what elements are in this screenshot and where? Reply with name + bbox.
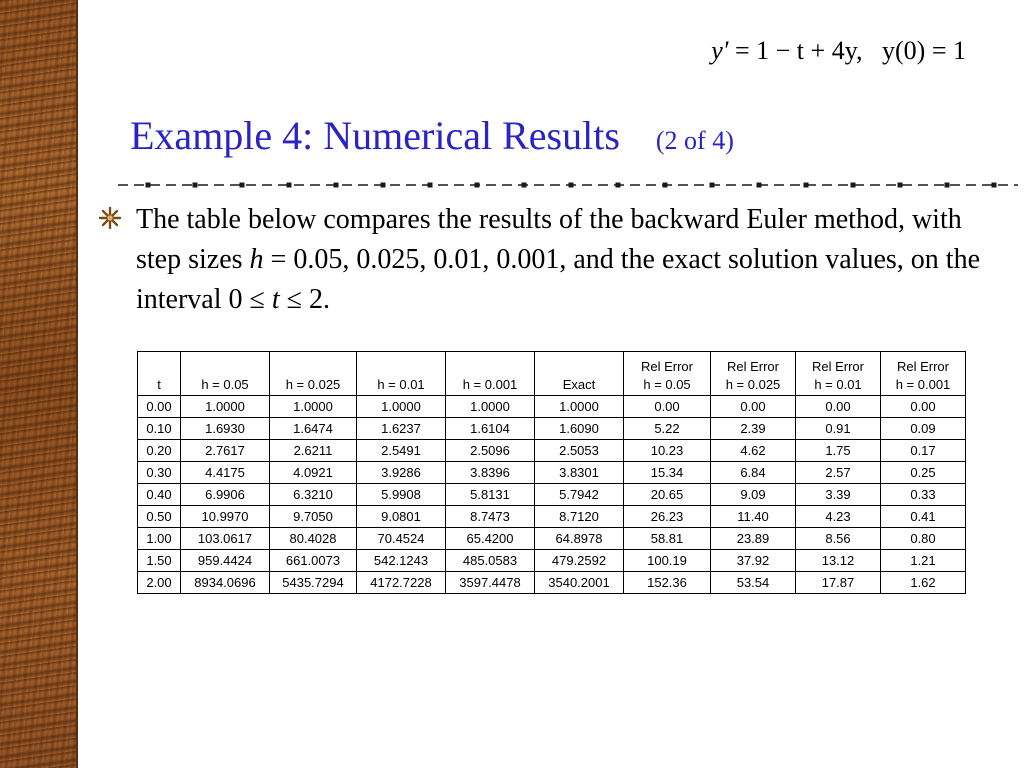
table-cell: 1.0000 [535, 396, 624, 418]
table-cell: 542.1243 [357, 550, 446, 572]
table-cell: 5.22 [624, 418, 711, 440]
header-line-2: Exact [562, 377, 596, 392]
header-line-1: Rel Error [896, 359, 949, 374]
table-cell: 3540.2001 [535, 572, 624, 594]
table-cell: 479.2592 [535, 550, 624, 572]
table-cell: 1.0000 [357, 396, 446, 418]
table-cell: 58.81 [624, 528, 711, 550]
table-cell: 1.6237 [357, 418, 446, 440]
table-header-cell [357, 352, 446, 396]
table-cell: 0.30 [138, 462, 181, 484]
table-cell: 100.19 [624, 550, 711, 572]
table-cell: 4.4175 [181, 462, 270, 484]
header-line-1 [447, 358, 533, 376]
table-cell: 37.92 [711, 550, 796, 572]
header-line-1: Rel Error [640, 359, 693, 374]
table-cell: 3597.4478 [446, 572, 535, 594]
table-cell: 2.39 [711, 418, 796, 440]
table-cell: 3.9286 [357, 462, 446, 484]
header-line-2: t [157, 377, 161, 392]
table-cell: 2.5053 [535, 440, 624, 462]
asterisk-star-icon [98, 206, 122, 230]
slide-subtitle: (2 of 4) [655, 126, 734, 155]
results-table [137, 351, 966, 594]
header-line-1 [182, 358, 268, 376]
table-header-row [138, 352, 966, 396]
table-row [138, 418, 966, 440]
table-cell: 0.91 [796, 418, 881, 440]
table-cell: 5.7942 [535, 484, 624, 506]
table-cell: 152.36 [624, 572, 711, 594]
table-header-cell [181, 352, 270, 396]
table-header-cell [881, 352, 966, 396]
table-cell: 0.00 [138, 396, 181, 418]
table-cell: 4.62 [711, 440, 796, 462]
bullet-var-h: h [249, 244, 264, 275]
slide-title-text: Example 4: Numerical Results [130, 113, 620, 158]
table-cell: 2.57 [796, 462, 881, 484]
table-row [138, 396, 966, 418]
header-line-2: h = 0.01 [814, 377, 862, 392]
dashed-divider [118, 178, 1018, 192]
table-cell: 0.00 [796, 396, 881, 418]
header-line-1: Rel Error [726, 359, 779, 374]
table-cell: 2.5096 [446, 440, 535, 462]
table-cell: 10.23 [624, 440, 711, 462]
header-line-2: h = 0.025 [725, 377, 781, 392]
table-cell: 26.23 [624, 506, 711, 528]
table-cell: 1.62 [881, 572, 966, 594]
table-cell: 65.4200 [446, 528, 535, 550]
table-cell: 3.8396 [446, 462, 535, 484]
table-cell: 0.20 [138, 440, 181, 462]
header-line-2: h = 0.01 [377, 377, 425, 392]
table-cell: 0.00 [881, 396, 966, 418]
table-cell: 1.0000 [270, 396, 357, 418]
table-cell: 2.5491 [357, 440, 446, 462]
header-line-2: h = 0.001 [895, 377, 951, 392]
table-cell: 0.33 [881, 484, 966, 506]
table-cell: 17.87 [796, 572, 881, 594]
table-header-cell [711, 352, 796, 396]
table-cell: 0.41 [881, 506, 966, 528]
table-cell: 0.00 [711, 396, 796, 418]
table-cell: 80.4028 [270, 528, 357, 550]
table-cell: 1.6930 [181, 418, 270, 440]
bullet-text-part3: ≤ 2. [279, 284, 331, 315]
table-cell: 8.7473 [446, 506, 535, 528]
table-cell: 5.9908 [357, 484, 446, 506]
table-cell: 9.09 [711, 484, 796, 506]
table-cell: 959.4424 [181, 550, 270, 572]
table-row [138, 484, 966, 506]
table-cell: 8.7120 [535, 506, 624, 528]
table-cell: 4172.7228 [357, 572, 446, 594]
table-cell: 20.65 [624, 484, 711, 506]
table-row [138, 550, 966, 572]
table-cell: 103.0617 [181, 528, 270, 550]
differential-equation [711, 36, 966, 66]
table-cell: 0.40 [138, 484, 181, 506]
table-cell: 0.00 [624, 396, 711, 418]
header-line-1 [358, 358, 444, 376]
initial-condition: y(0) = 1 [882, 36, 966, 65]
table-cell: 485.0583 [446, 550, 535, 572]
table-header-cell [624, 352, 711, 396]
table-cell: 15.34 [624, 462, 711, 484]
table-cell: 1.75 [796, 440, 881, 462]
bullet-text-part2: = 0.05, 0.025, 0.01, 0.001, and the exact solution values, on the interval 0 ≤ [136, 244, 980, 315]
table-cell: 6.9906 [181, 484, 270, 506]
table-cell: 53.54 [711, 572, 796, 594]
table-cell: 1.50 [138, 550, 181, 572]
table-cell: 13.12 [796, 550, 881, 572]
table-header-cell [270, 352, 357, 396]
bullet-text-part1: The table below compares the results of the backward Euler method, with step sizes [136, 204, 962, 275]
table-cell: 0.50 [138, 506, 181, 528]
header-line-2: h = 0.05 [201, 377, 249, 392]
table-header-cell [535, 352, 624, 396]
table-cell: 6.84 [711, 462, 796, 484]
wood-texture-strip [0, 0, 78, 768]
table-cell: 23.89 [711, 528, 796, 550]
header-line-2: h = 0.001 [462, 377, 518, 392]
equation-rhs: = 1 − t + 4y, [728, 36, 863, 65]
table-cell: 1.00 [138, 528, 181, 550]
table-cell: 1.0000 [446, 396, 535, 418]
table-cell: 64.8978 [535, 528, 624, 550]
table-cell: 10.9970 [181, 506, 270, 528]
table-cell: 0.80 [881, 528, 966, 550]
header-line-1: Rel Error [811, 359, 864, 374]
table-cell: 0.25 [881, 462, 966, 484]
header-line-2: h = 0.025 [285, 377, 341, 392]
table-cell: 8.56 [796, 528, 881, 550]
table-cell: 4.23 [796, 506, 881, 528]
header-line-1 [271, 358, 355, 376]
header-line-2: h = 0.05 [643, 377, 691, 392]
table-cell: 0.09 [881, 418, 966, 440]
table-body [138, 396, 966, 594]
table-row [138, 440, 966, 462]
table-row [138, 462, 966, 484]
table-cell: 1.6104 [446, 418, 535, 440]
table-cell: 3.8301 [535, 462, 624, 484]
bullet-paragraph [136, 200, 996, 320]
table-cell: 8934.0696 [181, 572, 270, 594]
slide-title [130, 112, 734, 159]
table-cell: 1.21 [881, 550, 966, 572]
bullet-var-t: t [271, 284, 280, 315]
header-line-1 [536, 358, 622, 376]
equation-lhs: y′ [711, 36, 729, 65]
table-row [138, 528, 966, 550]
table-cell: 3.39 [796, 484, 881, 506]
table-cell: 9.0801 [357, 506, 446, 528]
table-row [138, 506, 966, 528]
table-cell: 5435.7294 [270, 572, 357, 594]
table-cell: 4.0921 [270, 462, 357, 484]
table-cell: 0.10 [138, 418, 181, 440]
table-row [138, 572, 966, 594]
table-header-cell [138, 352, 181, 396]
table-cell: 6.3210 [270, 484, 357, 506]
table-cell: 1.6090 [535, 418, 624, 440]
table-cell: 1.6474 [270, 418, 357, 440]
table-cell: 2.6211 [270, 440, 357, 462]
table-header-cell [796, 352, 881, 396]
table-cell: 2.00 [138, 572, 181, 594]
table-cell: 11.40 [711, 506, 796, 528]
header-line-1 [139, 358, 179, 376]
table-cell: 9.7050 [270, 506, 357, 528]
table-cell: 0.17 [881, 440, 966, 462]
table-cell: 2.7617 [181, 440, 270, 462]
table-cell: 661.0073 [270, 550, 357, 572]
table-header-cell [446, 352, 535, 396]
table-cell: 5.8131 [446, 484, 535, 506]
wood-strip-edge [76, 0, 78, 768]
table-cell: 1.0000 [181, 396, 270, 418]
table-cell: 70.4524 [357, 528, 446, 550]
